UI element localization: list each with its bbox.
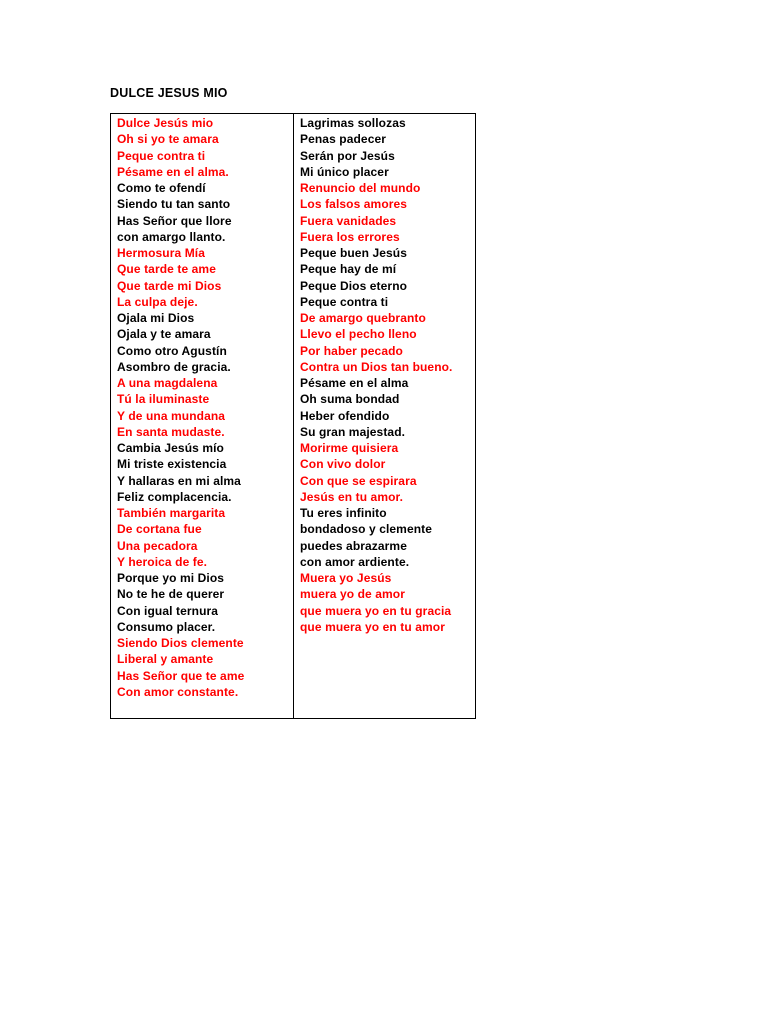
right-column-line: Heber ofendido bbox=[300, 408, 390, 423]
column-divider bbox=[293, 114, 294, 718]
right-column-line: con amor ardiente. bbox=[300, 554, 410, 569]
left-column-line: Oh si yo te amara bbox=[117, 132, 219, 147]
right-column bbox=[300, 115, 472, 635]
left-column-line: Dulce Jesús mio bbox=[117, 116, 214, 130]
right-column-line: Mi único placer bbox=[300, 164, 389, 179]
right-column-line: Serán por Jesús bbox=[300, 148, 395, 163]
left-column-line: Y heroica de fe. bbox=[117, 554, 208, 569]
left-column-line: Pésame en el alma. bbox=[117, 164, 229, 179]
left-column-line: Porque yo mi Dios bbox=[117, 571, 225, 585]
right-column-line: Oh suma bondad bbox=[300, 392, 400, 407]
right-column-line: Su gran majestad. bbox=[300, 424, 406, 439]
left-column-line: Has Señor que llore bbox=[117, 213, 232, 228]
right-column-line: Penas padecer bbox=[300, 132, 387, 147]
right-column-line: Fuera los errores bbox=[300, 229, 400, 244]
left-column-line: Y de una mundana bbox=[117, 408, 226, 423]
left-column-line: A una magdalena bbox=[117, 376, 218, 390]
right-column-line: bondadoso y clemente bbox=[300, 522, 433, 537]
left-column-line: Siendo tu tan santo bbox=[117, 197, 231, 212]
right-column-line: Renuncio del mundo bbox=[300, 181, 421, 195]
left-column-line: También margarita bbox=[117, 506, 226, 520]
right-column-line: Peque Dios eterno bbox=[300, 278, 408, 293]
left-column-line: Ojala mi Dios bbox=[117, 311, 195, 325]
left-column-line: Cambia Jesús mío bbox=[117, 441, 224, 455]
right-column-line: muera yo de amor bbox=[300, 587, 405, 602]
left-column-line: Con amor constante. bbox=[117, 684, 239, 699]
left-column-line: Hermosura Mía bbox=[117, 246, 205, 260]
right-column-line: Con que se espirara bbox=[300, 473, 417, 488]
left-column-line: con amargo llanto. bbox=[117, 229, 226, 244]
left-column-line: En santa mudaste. bbox=[117, 424, 225, 439]
left-column-line: Como otro Agustín bbox=[117, 343, 227, 358]
left-column-line: Asombro de gracia. bbox=[117, 359, 231, 374]
right-column-line: De amargo quebranto bbox=[300, 311, 426, 325]
left-column-line: No te he de querer bbox=[117, 587, 225, 602]
right-column-line: Muera yo Jesús bbox=[300, 571, 392, 585]
left-column-line: Que tarde mi Dios bbox=[117, 278, 222, 293]
right-column-line: Peque hay de mí bbox=[300, 262, 397, 277]
right-column-line: Por haber pecado bbox=[300, 343, 403, 358]
right-column-line: Fuera vanidades bbox=[300, 213, 397, 228]
right-column-line: Peque contra ti bbox=[300, 294, 389, 309]
lyrics-table bbox=[110, 113, 476, 719]
right-column-line: Contra un Dios tan bueno. bbox=[300, 359, 453, 374]
left-column-line: Tú la iluminaste bbox=[117, 392, 210, 407]
right-column-line: Pésame en el alma bbox=[300, 376, 409, 390]
left-column-line: Has Señor que te ame bbox=[117, 668, 245, 683]
left-column-line: Feliz complacencia. bbox=[117, 489, 232, 504]
left-column-line: Que tarde te ame bbox=[117, 262, 216, 277]
right-column-line: Los falsos amores bbox=[300, 197, 408, 212]
left-column-line: Siendo Dios clemente bbox=[117, 636, 244, 650]
right-column-line: puedes abrazarme bbox=[300, 538, 407, 553]
left-column-line: Mi triste existencia bbox=[117, 457, 227, 472]
right-column-line: que muera yo en tu gracia bbox=[300, 603, 452, 618]
left-column-line: De cortana fue bbox=[117, 522, 202, 537]
left-column bbox=[117, 115, 289, 700]
right-column-line: Lagrimas sollozas bbox=[300, 116, 406, 130]
page-title: DULCE JESUS MIO bbox=[110, 86, 228, 100]
left-column-line: Una pecadora bbox=[117, 538, 198, 553]
right-column-line: Peque buen Jesús bbox=[300, 246, 407, 260]
left-column-line: Peque contra ti bbox=[117, 148, 206, 163]
right-column-line: Con vivo dolor bbox=[300, 457, 386, 472]
right-column-line: Llevo el pecho lleno bbox=[300, 327, 417, 342]
left-column-line: Ojala y te amara bbox=[117, 327, 211, 342]
left-column-line: Liberal y amante bbox=[117, 652, 214, 667]
left-column-line: La culpa deje. bbox=[117, 294, 198, 309]
right-column-line: que muera yo en tu amor bbox=[300, 619, 445, 634]
left-column-line: Consumo placer. bbox=[117, 619, 216, 634]
left-column-line: Como te ofendí bbox=[117, 181, 206, 195]
left-column-line: Y hallaras en mi alma bbox=[117, 473, 241, 488]
right-column-line: Morirme quisiera bbox=[300, 441, 399, 455]
left-column-line: Con igual ternura bbox=[117, 603, 219, 618]
right-column-line: Tu eres infinito bbox=[300, 506, 387, 520]
right-column-line: Jesús en tu amor. bbox=[300, 489, 404, 504]
